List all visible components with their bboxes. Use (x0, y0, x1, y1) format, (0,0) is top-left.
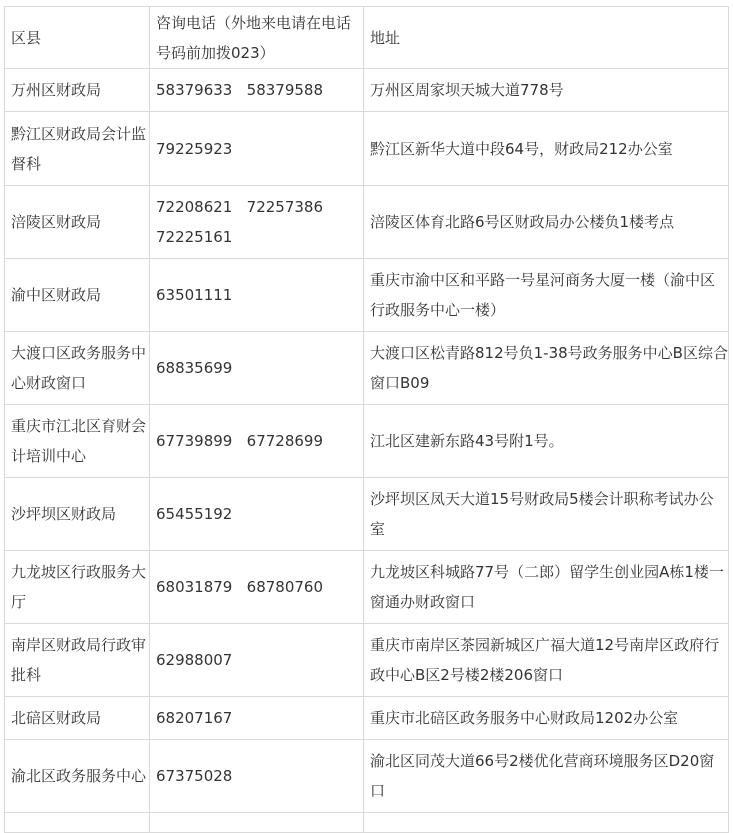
empty-cell (150, 813, 364, 833)
address-cell: 重庆市南岸区茶园新城区广福大道12号南岸区政府行政中心B区2号楼2楼206窗口 (364, 624, 729, 697)
district-cell: 九龙坡区行政服务大厅 (5, 551, 150, 624)
address-cell: 大渡口区松青路812号负1-38号政务服务中心B区综合窗口B09 (364, 332, 729, 405)
empty-cell (364, 813, 729, 833)
district-cell: 重庆市江北区育财会计培训中心 (5, 405, 150, 478)
address-cell: 沙坪坝区凤天大道15号财政局5楼会计职称考试办公室 (364, 478, 729, 551)
district-cell: 北碚区财政局 (5, 697, 150, 740)
table-row (5, 259, 729, 332)
phone-cell: 72208621 72257386 72225161 (150, 186, 364, 259)
table-row (5, 478, 729, 551)
address-cell: 万州区周家坝天城大道778号 (364, 69, 729, 112)
header-phone: 咨询电话（外地来电请在电话号码前加拨023） (150, 7, 364, 69)
address-cell: 重庆市北碚区政务服务中心财政局1202办公室 (364, 697, 729, 740)
table-header-row (5, 7, 729, 69)
table-row-truncated (5, 813, 729, 833)
phone-cell: 68835699 (150, 332, 364, 405)
district-cell: 渝北区政务服务中心 (5, 740, 150, 813)
header-address: 地址 (364, 7, 729, 69)
table-row (5, 697, 729, 740)
table-row (5, 112, 729, 186)
phone-cell: 68031879 68780760 (150, 551, 364, 624)
table-row (5, 624, 729, 697)
address-cell: 重庆市渝中区和平路一号星河商务大厦一楼（渝中区行政服务中心一楼） (364, 259, 729, 332)
empty-cell (5, 813, 150, 833)
district-cell: 黔江区财政局会计监督科 (5, 112, 150, 186)
address-cell: 涪陵区体育北路6号区财政局办公楼负1楼考点 (364, 186, 729, 259)
phone-cell: 68207167 (150, 697, 364, 740)
address-cell: 黔江区新华大道中段64号，财政局212办公室 (364, 112, 729, 186)
table-row (5, 332, 729, 405)
table-row (5, 740, 729, 813)
phone-cell: 67375028 (150, 740, 364, 813)
address-cell: 江北区建新东路43号附1号。 (364, 405, 729, 478)
district-cell: 沙坪坝区财政局 (5, 478, 150, 551)
table-row (5, 69, 729, 112)
phone-cell: 62988007 (150, 624, 364, 697)
table-row (5, 405, 729, 478)
contact-table (4, 6, 729, 833)
district-cell: 大渡口区政务服务中心财政窗口 (5, 332, 150, 405)
address-cell: 九龙坡区科城路77号（二郎）留学生创业园A栋1楼一窗通办财政窗口 (364, 551, 729, 624)
header-district: 区县 (5, 7, 150, 69)
table-row (5, 551, 729, 624)
address-cell: 渝北区同茂大道66号2楼优化营商环境服务区D20窗口 (364, 740, 729, 813)
phone-cell: 58379633 58379588 (150, 69, 364, 112)
district-cell: 万州区财政局 (5, 69, 150, 112)
phone-cell: 79225923 (150, 112, 364, 186)
table-row (5, 186, 729, 259)
district-cell: 南岸区财政局行政审批科 (5, 624, 150, 697)
phone-cell: 65455192 (150, 478, 364, 551)
phone-cell: 67739899 67728699 (150, 405, 364, 478)
district-cell: 渝中区财政局 (5, 259, 150, 332)
phone-cell: 63501111 (150, 259, 364, 332)
district-cell: 涪陵区财政局 (5, 186, 150, 259)
